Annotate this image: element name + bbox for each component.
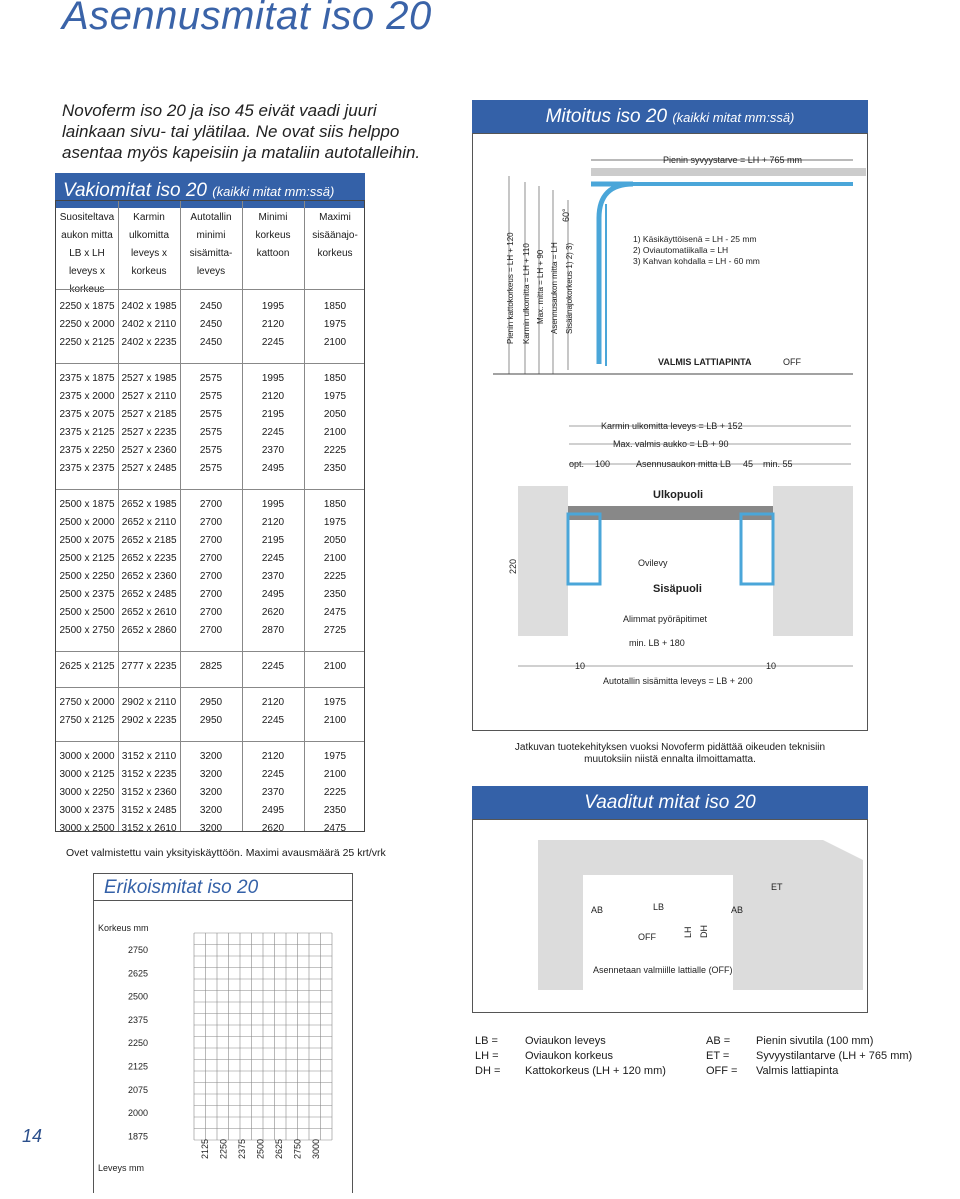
header-divider bbox=[56, 289, 364, 290]
et-label: ET bbox=[771, 882, 783, 892]
table-cell: 2625 x 2125 bbox=[59, 661, 115, 672]
table-cell: 2475 bbox=[323, 823, 347, 834]
install-width-label: Asennusaukon mitta LB bbox=[636, 459, 732, 469]
dh-label: DH bbox=[699, 925, 709, 938]
table-cell: 3152 x 2485 bbox=[121, 805, 177, 816]
legend-value: Valmis lattiapinta bbox=[756, 1065, 839, 1077]
header-cell: ulkomitta bbox=[128, 230, 169, 241]
vert-dim-4: Asennusaukon mitta = LH bbox=[550, 242, 559, 334]
table-cell: 2402 x 2235 bbox=[121, 337, 177, 348]
min55-label: min. 55 bbox=[763, 459, 793, 469]
table-cell: 2225 bbox=[323, 445, 347, 456]
table-cell: 2350 bbox=[323, 589, 347, 600]
table-cell: 2100 bbox=[323, 715, 347, 726]
table-cell: 2700 bbox=[199, 517, 223, 528]
table-cell: 2500 x 2075 bbox=[59, 535, 115, 546]
table-cell: 1850 bbox=[323, 499, 347, 510]
table-cell: 2700 bbox=[199, 607, 223, 618]
legend-value: Oviaukon leveys bbox=[525, 1035, 606, 1047]
header-cell: aukon mitta bbox=[61, 230, 113, 241]
standard-sizes-title: Vakiomitat iso 20 bbox=[63, 180, 207, 201]
x-tick-label: 2750 bbox=[292, 1138, 303, 1159]
table-cell: 2652 x 2360 bbox=[121, 571, 177, 582]
table-cell: 2500 x 2250 bbox=[59, 571, 115, 582]
special-sizes-header: Erikoismitat iso 20 bbox=[93, 873, 353, 901]
table-cell: 2652 x 2610 bbox=[121, 607, 177, 618]
header-cell: minimi bbox=[196, 230, 226, 241]
y-tick-label: 1875 bbox=[128, 1131, 149, 1142]
table-cell: 2652 x 2860 bbox=[121, 625, 177, 636]
special-grid-svg bbox=[94, 901, 351, 1194]
table-cell: 2495 bbox=[261, 805, 285, 816]
table-cell: 2375 x 2250 bbox=[59, 445, 115, 456]
vert-dim-1: Pienin kattokorkeus = LH + 120 bbox=[506, 232, 515, 344]
table-cell: 2245 bbox=[261, 427, 285, 438]
table-cell: 2950 bbox=[199, 697, 223, 708]
table-cell: 2527 x 2235 bbox=[121, 427, 177, 438]
table-cell: 2375 x 2075 bbox=[59, 409, 115, 420]
table-cell: 2700 bbox=[199, 589, 223, 600]
table-cell: 3000 x 2125 bbox=[59, 769, 115, 780]
table-cell: 2370 bbox=[261, 787, 285, 798]
header-cell: kattoon bbox=[256, 248, 290, 259]
table-cell: 2100 bbox=[323, 553, 347, 564]
dim-100: 100 bbox=[595, 459, 611, 469]
table-cell: 2100 bbox=[323, 769, 347, 780]
header-cell: leveys x bbox=[130, 248, 168, 259]
dim-220: 220 bbox=[508, 558, 518, 574]
table-cell: 2527 x 2110 bbox=[121, 391, 177, 402]
table-cell: 2195 bbox=[261, 535, 285, 546]
y-tick-label: 2000 bbox=[128, 1108, 149, 1119]
table-cell: 2245 bbox=[261, 553, 285, 564]
table-cell: 2402 x 1985 bbox=[121, 301, 177, 312]
table-cell: 2700 bbox=[199, 535, 223, 546]
table-cell: 2575 bbox=[199, 463, 223, 474]
note-3: 3) Kahvan kohdalla = LH - 60 mm bbox=[633, 256, 760, 266]
intro-text: Novoferm iso 20 ja iso 45 eivät vaadi juuri lainkaan sivu- tai ylätilaa. Ne ovat siis helppo asentaa myös kapeisiin ja mataliin autotalleihin. bbox=[62, 101, 421, 162]
table-cell: 3200 bbox=[199, 805, 223, 816]
angle-label: 60° bbox=[561, 208, 571, 222]
table-cell: 2527 x 2185 bbox=[121, 409, 177, 420]
table-cell: 2225 bbox=[323, 787, 347, 798]
table-cell: 2245 bbox=[261, 337, 285, 348]
group-divider bbox=[56, 363, 364, 364]
table-cell: 1975 bbox=[323, 751, 347, 762]
table-cell: 2100 bbox=[323, 661, 347, 672]
table-cell: 1975 bbox=[323, 517, 347, 528]
table-cell: 2370 bbox=[261, 445, 285, 456]
table-cell: 2527 x 2485 bbox=[121, 463, 177, 474]
table-cell: 2902 x 2110 bbox=[121, 697, 177, 708]
table-cell: 3000 x 2500 bbox=[59, 823, 115, 834]
table-cell: 1995 bbox=[261, 301, 285, 312]
y-tick-label: 2250 bbox=[128, 1038, 149, 1049]
group-divider bbox=[56, 687, 364, 688]
x-axis-label: Leveys mm bbox=[98, 1163, 145, 1173]
table-cell: 2527 x 1985 bbox=[121, 373, 177, 384]
door-panel-label: Ovilevy bbox=[638, 558, 668, 568]
frame-width-label: Karmin ulkomitta leveys = LB + 152 bbox=[601, 421, 743, 431]
page-number: 14 bbox=[22, 1126, 43, 1146]
table-cell: 2225 bbox=[323, 571, 347, 582]
disclaimer: Jatkuvan tuotekehityksen vuoksi Novoferm pidättää oikeuden teknisiin muutoksiin niistä ennalta ilmoittamatta. bbox=[514, 742, 826, 765]
max-opening-label: Max. valmis aukko = LB + 90 bbox=[613, 439, 729, 449]
table-cell: 2495 bbox=[261, 463, 285, 474]
y-tick-label: 2750 bbox=[128, 945, 149, 955]
lh-label: LH bbox=[683, 926, 693, 938]
header-cell: leveys bbox=[196, 266, 226, 277]
note-2: 2) Oviautomatiikalla = LH bbox=[633, 245, 729, 255]
dim-45: 45 bbox=[743, 459, 754, 469]
roller-label: Alimmat pyöräpitimet bbox=[623, 614, 708, 624]
table-cell: 2120 bbox=[261, 319, 285, 330]
column-divider bbox=[118, 201, 119, 831]
table-cell: 2825 bbox=[199, 661, 223, 672]
table-cell: 3152 x 2360 bbox=[121, 787, 177, 798]
legend-value: Pienin sivutila (100 mm) bbox=[756, 1035, 874, 1047]
dimensioning-header bbox=[472, 100, 868, 133]
outside-label: Ulkopuoli bbox=[653, 489, 704, 501]
table-cell: 2620 bbox=[261, 607, 285, 618]
table-cell: 3200 bbox=[199, 787, 223, 798]
header-cell: LB x LH bbox=[69, 248, 105, 259]
table-cell: 2652 x 2110 bbox=[121, 517, 177, 528]
table-cell: 2495 bbox=[261, 589, 285, 600]
table-cell: 2245 bbox=[261, 769, 285, 780]
table-cell: 2950 bbox=[199, 715, 223, 726]
header-cell: Suositeltava bbox=[59, 212, 115, 223]
legend-key: ET = bbox=[706, 1050, 730, 1062]
header-cell: Autotallin bbox=[190, 212, 232, 223]
table-cell: 2375 x 2125 bbox=[59, 427, 115, 438]
table-cell: 2500 x 2500 bbox=[59, 607, 115, 618]
table-cell: 2902 x 2235 bbox=[121, 715, 177, 726]
ab-right-label: AB bbox=[731, 905, 744, 915]
table-cell: 2250 x 2125 bbox=[59, 337, 115, 348]
table-cell: 2700 bbox=[199, 499, 223, 510]
standard-sizes-subtitle: (kaikki mitat mm:ssä) bbox=[212, 184, 335, 199]
vert-dim-5: Sisäänajokorkeus 1) 2) 3) bbox=[565, 242, 574, 334]
usage-note: Ovet valmistettu vain yksityiskäyttöön. Maximi avausmäärä 25 krt/vrk bbox=[66, 847, 386, 859]
ab-left-label: AB bbox=[591, 905, 604, 915]
table-cell: 2700 bbox=[199, 571, 223, 582]
table-cell: 2100 bbox=[323, 427, 347, 438]
table-cell: 2050 bbox=[323, 409, 347, 420]
column-divider bbox=[304, 201, 305, 831]
table-cell: 2700 bbox=[199, 625, 223, 636]
table-cell: 2195 bbox=[261, 409, 285, 420]
legend-value: Oviaukon korkeus bbox=[525, 1050, 614, 1062]
table-cell: 2245 bbox=[261, 661, 285, 672]
floor-note: Asennetaan valmiille lattialle (OFF) bbox=[593, 965, 733, 975]
floor-label: VALMIS LATTIAPINTA bbox=[658, 357, 752, 367]
dimensioning-subtitle: (kaikki mitat mm:ssä) bbox=[672, 110, 795, 125]
table-cell: 2120 bbox=[261, 697, 285, 708]
table-cell: 2527 x 2360 bbox=[121, 445, 177, 456]
y-tick-label: 2500 bbox=[128, 991, 149, 1002]
table-cell: 2652 x 2235 bbox=[121, 553, 177, 564]
table-cell: 2450 bbox=[199, 319, 223, 330]
table-cell: 2500 x 2000 bbox=[59, 517, 115, 528]
table-cell: 2050 bbox=[323, 535, 347, 546]
table-cell: 2245 bbox=[261, 715, 285, 726]
header-cell: Karmin bbox=[133, 212, 165, 223]
table-cell: 1995 bbox=[261, 499, 285, 510]
table-cell: 3000 x 2250 bbox=[59, 787, 115, 798]
dimensioning-title: Mitoitus iso 20 bbox=[545, 106, 668, 127]
header-cell: leveys x bbox=[68, 266, 106, 277]
table-cell: 3152 x 2110 bbox=[121, 751, 177, 762]
table-cell: 2475 bbox=[323, 607, 347, 618]
x-tick-label: 2625 bbox=[274, 1138, 284, 1159]
table-cell: 2375 x 2375 bbox=[59, 463, 115, 474]
table-cell: 2402 x 2110 bbox=[121, 319, 177, 330]
y-tick-label: 2125 bbox=[128, 1061, 149, 1072]
special-sizes-grid bbox=[93, 900, 353, 1193]
table-cell: 2620 bbox=[261, 823, 285, 834]
table-cell: 1850 bbox=[323, 373, 347, 384]
min-lb-label: min. LB + 180 bbox=[629, 638, 685, 648]
table-cell: 1975 bbox=[323, 697, 347, 708]
vert-dim-3: Max. mitta = LH + 90 bbox=[536, 249, 545, 324]
header-cell: Minimi bbox=[258, 212, 288, 223]
table-cell: 2777 x 2235 bbox=[121, 661, 177, 672]
dim-10-right: 10 bbox=[766, 661, 777, 671]
table-cell: 2575 bbox=[199, 427, 223, 438]
table-cell: 2870 bbox=[261, 625, 285, 636]
lb-label: LB bbox=[653, 902, 665, 912]
garage-width-label: Autotallin sisämitta leveys = LB + 200 bbox=[603, 676, 753, 686]
legend-key: LB = bbox=[475, 1035, 498, 1047]
table-cell: 3200 bbox=[199, 769, 223, 780]
x-tick-label: 2250 bbox=[218, 1138, 229, 1159]
table-cell: 2575 bbox=[199, 373, 223, 384]
table-cell: 2500 x 1875 bbox=[59, 499, 115, 510]
group-divider bbox=[56, 489, 364, 490]
column-divider bbox=[180, 201, 181, 831]
table-cell: 2575 bbox=[199, 391, 223, 402]
header-cell: korkeus bbox=[317, 248, 353, 259]
header-cell: korkeus bbox=[131, 266, 167, 277]
x-tick-label: 2125 bbox=[200, 1138, 210, 1159]
group-divider bbox=[56, 651, 364, 652]
table-cell: 2750 x 2000 bbox=[59, 697, 115, 708]
table-cell: 2450 bbox=[199, 337, 223, 348]
table-cell: 3200 bbox=[199, 751, 223, 762]
header-cell: sisämitta- bbox=[189, 248, 233, 259]
x-tick-label: 2375 bbox=[237, 1138, 247, 1159]
table-cell: 2652 x 2485 bbox=[121, 589, 177, 600]
note-1: 1) Käsikäyttöisenä = LH - 25 mm bbox=[633, 234, 757, 244]
table-cell: 1975 bbox=[323, 319, 347, 330]
vert-dim-2: Karmin ulkomitta = LH + 110 bbox=[522, 243, 531, 344]
table-cell: 2375 x 2000 bbox=[59, 391, 115, 402]
table-cell: 2500 x 2125 bbox=[59, 553, 115, 564]
table-cell: 2120 bbox=[261, 391, 285, 402]
table-cell: 2120 bbox=[261, 751, 285, 762]
table-cell: 2120 bbox=[261, 517, 285, 528]
table-cell: 1995 bbox=[261, 373, 285, 384]
table-cell: 2450 bbox=[199, 301, 223, 312]
dimensioning-diagram bbox=[472, 133, 868, 731]
x-tick-label: 3000 bbox=[311, 1138, 321, 1159]
off-floor-label: OFF bbox=[638, 932, 656, 942]
table-cell: 2375 x 1875 bbox=[59, 373, 115, 384]
required-diagram bbox=[472, 819, 868, 1013]
header-cell: korkeus bbox=[255, 230, 291, 241]
legend-value: Syvyystilantarve (LH + 765 mm) bbox=[756, 1050, 913, 1062]
standard-sizes-table bbox=[55, 200, 365, 832]
legend-key: LH = bbox=[475, 1050, 499, 1062]
table-cell: 1975 bbox=[323, 391, 347, 402]
table-cell: 2652 x 2185 bbox=[121, 535, 177, 546]
y-tick-label: 2075 bbox=[128, 1084, 149, 1095]
x-tick-label: 2500 bbox=[255, 1138, 266, 1159]
table-cell: 2575 bbox=[199, 445, 223, 456]
table-cell: 2370 bbox=[261, 571, 285, 582]
table-cell: 1850 bbox=[323, 301, 347, 312]
header-cell: Maximi bbox=[319, 212, 351, 223]
table-cell: 3200 bbox=[199, 823, 223, 834]
table-cell: 3000 x 2375 bbox=[59, 805, 115, 816]
page-title: Asennusmitat iso 20 bbox=[62, 0, 432, 38]
table-cell: 2350 bbox=[323, 463, 347, 474]
depth-label: Pienin syvyystarve = LH + 765 mm bbox=[663, 155, 803, 165]
table-cell: 2250 x 2000 bbox=[59, 319, 115, 330]
table-cell: 2725 bbox=[323, 625, 347, 636]
table-cell: 2750 x 2125 bbox=[59, 715, 115, 726]
table-cell: 3152 x 2610 bbox=[121, 823, 177, 834]
off-label: OFF bbox=[783, 357, 801, 367]
table-cell: 2250 x 1875 bbox=[59, 301, 115, 312]
dim-10-left: 10 bbox=[575, 661, 586, 671]
table-cell: 2350 bbox=[323, 805, 347, 816]
table-cell: 2575 bbox=[199, 409, 223, 420]
legend-key: OFF = bbox=[706, 1065, 738, 1077]
legend-key: DH = bbox=[475, 1065, 501, 1077]
table-cell: 2700 bbox=[199, 553, 223, 564]
column-divider bbox=[242, 201, 243, 831]
y-axis-label: Korkeus mm bbox=[98, 923, 149, 933]
header-cell: sisäänajo- bbox=[312, 230, 358, 241]
legend-key: AB = bbox=[706, 1035, 731, 1047]
table-cell: 2500 x 2750 bbox=[59, 625, 115, 636]
inside-label: Sisäpuoli bbox=[653, 583, 702, 595]
table-cell: 3152 x 2235 bbox=[121, 769, 177, 780]
legend-value: Kattokorkeus (LH + 120 mm) bbox=[525, 1065, 666, 1077]
y-tick-label: 2375 bbox=[128, 1014, 149, 1025]
table-cell: 2500 x 2375 bbox=[59, 589, 115, 600]
table-cell: 2100 bbox=[323, 337, 347, 348]
table-cell: 3000 x 2000 bbox=[59, 751, 115, 762]
y-tick-label: 2625 bbox=[128, 968, 149, 979]
group-divider bbox=[56, 741, 364, 742]
table-cell: 2652 x 1985 bbox=[121, 499, 177, 510]
opt-label: opt. bbox=[569, 459, 585, 469]
required-header: Vaaditut mitat iso 20 bbox=[472, 786, 868, 819]
